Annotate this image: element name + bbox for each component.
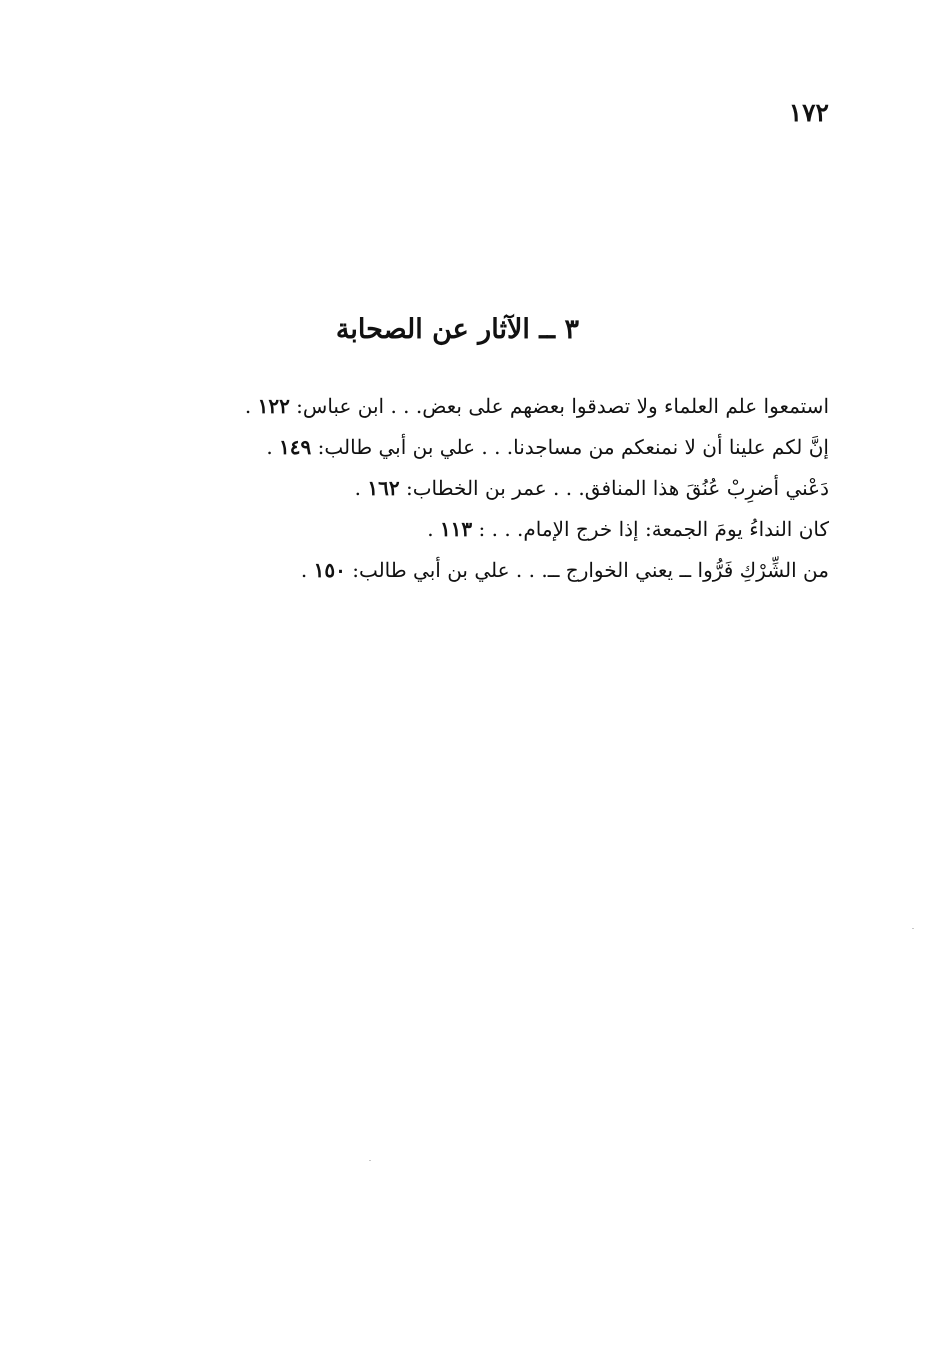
entry-end: . bbox=[427, 517, 440, 541]
athar-list bbox=[209, 392, 829, 597]
entry-text: من الشِّرْكِ فَرُّوا ــ يعني الخوارج ــ. . . علي بن أبي طالب: bbox=[345, 558, 829, 582]
list-item bbox=[209, 556, 829, 597]
scan-speck bbox=[369, 1160, 371, 1161]
list-item bbox=[209, 474, 829, 515]
list-item bbox=[209, 392, 829, 433]
scan-speck bbox=[912, 928, 914, 929]
entry-end: . bbox=[244, 394, 258, 418]
page-reference: ١٤٩ bbox=[279, 435, 312, 459]
page-reference: ١١٣ bbox=[439, 517, 473, 541]
entry-text: استمعوا علم العلماء ولا تصدقوا بعضهم على بعض. . . ابن عباس: bbox=[289, 394, 829, 418]
entry-end: . bbox=[300, 558, 314, 582]
entry-end: . bbox=[354, 476, 368, 500]
entry-text: كان النداءُ يومَ الجمعة: إذا خرج الإمام. . . : bbox=[472, 517, 829, 541]
page-reference: ١٥٠ bbox=[313, 558, 346, 582]
section-title: ٣ ــ الآثار عن الصحابة bbox=[335, 314, 579, 345]
page-number: ١٧٢ bbox=[788, 98, 829, 127]
list-item bbox=[209, 433, 829, 474]
entry-text: إنَّ لكم علينا أن لا نمنعكم من مساجدنا. . . علي بن أبي طالب: bbox=[311, 435, 829, 459]
entry-text: دَعْني أضرِبْ عُنُقَ هذا المنافق. . . عمر بن الخطاب: bbox=[399, 476, 829, 500]
entry-end: . bbox=[266, 435, 280, 459]
list-item bbox=[209, 515, 829, 556]
page-reference: ١٢٢ bbox=[257, 394, 290, 418]
page-reference: ١٦٢ bbox=[367, 476, 400, 500]
